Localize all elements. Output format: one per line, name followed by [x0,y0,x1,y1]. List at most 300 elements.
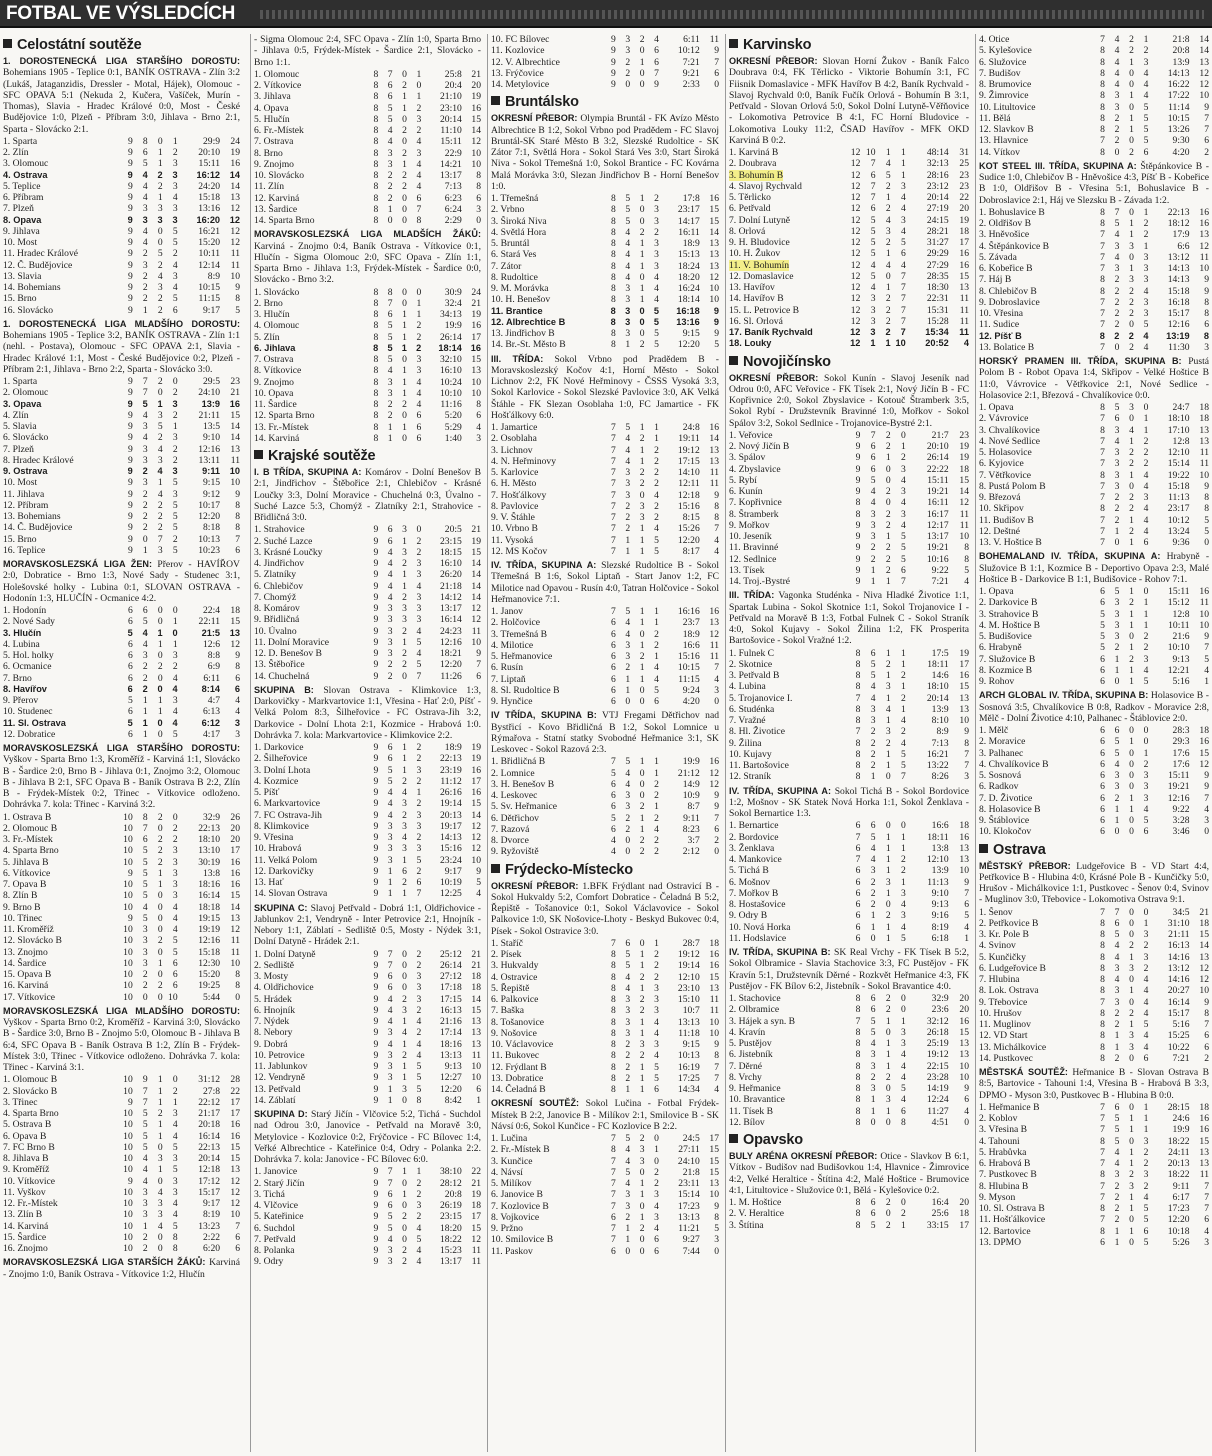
losses [1134,45,1149,56]
draws-value: 2 [157,661,163,673]
losses-value: 4 [900,192,906,203]
points-value: 10 [471,147,481,159]
draws-value: 1 [157,1119,163,1131]
draws [876,1016,891,1027]
points-value: 16 [709,606,719,617]
losses [891,854,906,865]
losses [163,823,178,834]
points [220,444,240,455]
standings-table [3,376,240,556]
points-value: 10 [709,1016,719,1028]
points [220,1164,240,1175]
wins-value: 4 [387,809,393,821]
draws-value: 2 [885,564,891,576]
wins-value: 7 [387,68,393,80]
goal-score [421,1061,462,1072]
games-played-value: 8 [1100,112,1105,124]
draws [393,810,407,821]
losses-value: 2 [172,454,178,466]
points-value: 19 [471,753,481,765]
team-name [729,203,845,214]
goal-score [178,147,220,158]
games-played-value: 8 [611,294,616,306]
losses [1134,113,1149,124]
points [220,1187,240,1198]
losses-value: 2 [654,193,659,204]
draws [876,922,891,933]
goal-score [421,1178,462,1189]
points [220,969,240,980]
goal-score [421,309,462,320]
table-row [491,512,719,523]
points [220,455,240,466]
losses-value: 6 [654,1084,659,1095]
team-name-value: 4. Leskovec [491,790,538,801]
points [949,271,969,282]
points-value: 0 [714,846,719,858]
team-name-value: 6. Fr.-Místek [254,125,304,136]
games-played-value: 7 [611,444,616,456]
team-name [491,779,601,790]
games-played [364,1072,378,1083]
points [1190,241,1209,252]
games-played [601,535,615,546]
losses [891,181,906,192]
table-row [3,924,240,935]
goal-score [659,79,700,90]
draws [1119,252,1134,263]
points-value: 19 [959,647,969,659]
points-value: 6 [964,899,969,910]
losses-value: 1 [654,767,659,779]
team-name-value: 7. Ostrava [254,136,294,148]
goal-score-value: 21:11 [198,409,221,421]
team-name [3,376,118,387]
points-value: 2 [1204,146,1209,158]
wins-value: 4 [625,433,631,445]
losses-value: 2 [654,971,659,983]
losses-value: 6 [900,1105,906,1117]
wins-value: 3 [870,304,876,316]
table-row [491,1017,719,1028]
points [220,1097,240,1108]
draws-value: 2 [157,845,163,857]
points [220,489,240,500]
team-name [3,237,118,248]
wins-value: 3 [387,147,393,159]
wins [133,958,148,969]
losses-value: 5 [654,534,659,546]
wins [860,203,875,214]
draws [630,960,644,971]
wins-value: 0 [625,835,631,846]
goal-score-value: 23:10 [439,102,462,114]
losses-value: 4 [172,706,178,718]
draws-value: 0 [639,1245,645,1257]
team-name [729,760,845,771]
table-row [491,478,719,489]
goal-score-value: 22:11 [198,616,221,628]
draws [393,1016,407,1027]
draws [876,1094,891,1105]
table-row [729,659,969,670]
draws-value: 2 [402,181,407,193]
goal-score [659,204,700,215]
draws [876,486,891,497]
wins [616,57,630,68]
draws [1119,297,1134,308]
losses [891,170,906,181]
draws-value: 0 [157,672,163,684]
losses-value: 1 [900,703,906,715]
goal-score [1148,252,1189,263]
points [700,1133,719,1144]
points-value: 15 [709,1155,719,1167]
team-name [729,1106,845,1117]
losses-value: 3 [416,354,422,365]
goal-score [906,1197,949,1208]
table-row [3,729,240,740]
points [220,522,240,533]
games-played-value: 10 [123,811,133,823]
goal-score [178,650,220,661]
losses-value: 1 [900,441,906,452]
wins-value: 3 [142,214,148,225]
points [949,749,969,760]
goal-score [178,729,220,740]
team-name [979,57,1090,68]
points [700,1050,719,1061]
points-value: 19 [471,91,481,103]
losses-value: 3 [654,1039,659,1050]
wins [133,1221,148,1232]
losses [407,648,421,659]
losses [891,1197,906,1208]
goal-score-value: 22:22 [926,463,949,475]
team-name [254,994,364,1005]
team-name-value: 6. Jistebník [729,1049,773,1061]
draws-value: 1 [639,1189,645,1201]
points-value: 14 [709,226,719,238]
losses [407,626,421,637]
table-row [491,283,719,294]
table-row [3,1187,240,1198]
table-row [3,466,240,477]
games-played [364,170,378,181]
games-played [601,283,615,294]
wins [616,1178,630,1189]
losses [163,1209,178,1220]
wins [133,215,148,226]
wins-value: 2 [625,512,631,523]
goal-score [1148,90,1189,101]
table-row [254,1016,481,1027]
goal-score [659,34,700,45]
games-played-value: 9 [855,463,861,475]
standings-table [491,756,719,857]
losses [645,535,659,546]
points [949,338,969,349]
draws [148,158,163,169]
goal-score [421,159,462,170]
losses [163,616,178,627]
goal-score [421,569,462,580]
points [949,648,969,659]
draws-value: 0 [639,684,645,696]
team-name-value: 6. Stará Ves [491,249,537,261]
wins [133,661,148,672]
points [949,293,969,304]
draws [630,994,644,1005]
wins-value: 2 [142,248,148,260]
team-name [254,80,364,91]
games-played [118,1209,133,1220]
match-results-paragraph [729,56,969,146]
losses-value: 5 [172,1220,178,1232]
table-row [491,490,719,501]
points [949,1072,969,1083]
goal-score [659,640,700,651]
goal-score [659,1028,700,1039]
goal-score [1148,102,1189,113]
points [949,1197,969,1208]
games-played-value: 8 [611,1016,616,1028]
goal-score-value: 38:10 [439,1166,462,1178]
goal-score [659,433,700,444]
points-value: 14 [230,901,240,913]
losses-value: 7 [416,203,422,215]
losses-value: 3 [416,993,422,1005]
goal-score-value: 18:20 [677,271,700,283]
games-played [845,282,860,293]
goal-score-value: 18:10 [198,834,221,845]
points [949,681,969,692]
wins-value: 5 [142,616,148,628]
games-played-value: 9 [373,1166,379,1178]
points [1190,102,1209,113]
points [462,592,481,603]
losses [891,215,906,226]
draws [630,1178,644,1189]
goal-score [421,1234,462,1245]
games-played [364,821,378,832]
games-played [118,857,133,868]
goal-score [178,260,220,271]
wins-value: 6 [387,309,393,320]
draws-value: 0 [157,912,163,924]
points [462,148,481,159]
games-played-value: 9 [373,1233,379,1245]
losses [1134,218,1149,229]
team-name-value: 8. Nebory [254,1027,293,1039]
wins [378,1189,392,1200]
team-name [3,628,118,639]
points-value: 19 [471,309,481,320]
team-name [729,910,845,921]
games-played [1090,263,1105,274]
games-played-value: 12 [850,338,861,349]
goal-score-value: 22:13 [1167,206,1190,218]
points [949,1027,969,1038]
losses-value: 1 [172,638,178,650]
wins-value: 3 [387,636,393,648]
team-name [254,569,364,580]
goal-score-value: 21:17 [198,1108,221,1119]
team-name [729,738,845,749]
losses [163,628,178,639]
standings-table [3,136,240,316]
goal-score-value: 15:13 [677,249,700,261]
team-name-value: 1. Stachovice [729,993,781,1004]
points-value: 9 [964,1083,969,1094]
goal-score-value: 30:19 [198,856,221,868]
points-value: 11 [230,259,240,271]
games-played-value: 12 [850,327,861,337]
games-played [601,523,615,534]
draws [876,1061,891,1072]
table-row [979,286,1209,297]
wins [133,158,148,169]
draws-value: 2 [639,1050,645,1062]
draws-value: 1 [402,764,407,776]
losses-value: 3 [654,215,659,227]
games-played [845,430,860,441]
losses [1134,297,1149,308]
goal-score [421,547,462,558]
losses-value: 7 [416,888,422,900]
team-name-value: 10. H. Benešov [491,294,551,306]
games-played-value: 9 [373,546,379,558]
draws-value: 0 [402,1222,407,1234]
draws-value: 1 [402,1061,407,1072]
goal-score [178,534,220,545]
results-columns [3,34,1209,1452]
points-value: 7 [964,887,969,899]
games-played-value: 8 [373,147,379,159]
wins-value: 5 [387,102,393,114]
table-row [254,671,481,682]
points [462,536,481,547]
goal-score-value: 13:8 [931,842,949,854]
goal-score [659,938,700,949]
team-name [729,749,845,760]
team-name-value: 1. Staříč [491,937,523,949]
competition-name: MORAVSKOSLEZSKÁ LIGA STARŠÍHO DOROSTU: [3,743,240,753]
games-played [845,659,860,670]
table-row [254,410,481,421]
draws-value: 1 [402,320,407,332]
team-name [3,1232,118,1243]
games-played [364,399,378,410]
games-played [118,980,133,991]
points [220,158,240,169]
games-played [364,354,378,365]
goal-score-value: 32:12 [926,1015,949,1027]
table-row [729,170,969,181]
team-name [491,68,601,79]
losses-value: 4 [416,1222,422,1234]
goal-score [421,354,462,365]
table-row [254,742,481,753]
losses-value: 3 [416,971,422,982]
draws [148,913,163,924]
draws-value: 1 [157,158,163,170]
points [220,616,240,627]
games-played [118,181,133,192]
team-name [3,1221,118,1232]
wins [133,305,148,316]
team-name [729,888,845,899]
results-text: Slovan Horní Žukov - Baník Falco Doubrava 0:4, FK Těrlicko - Viktorie Bohumín 3:1, FC Fiisnik Domaslavice - MFK Havířov B 4:2, Baník Rychvald - Slavoj Rychvald 0:0, Baník Fučík Orlová - Bohumín B 3:1, Petřvald - Slovan Orlová 5:0, Sokol Dolní Lutyně-Věřňovice - Lokomotiva Petrovice B 4:1, FC Horní Bludovice - Lokomotiva Louky 11:2, ČSAD Havířov - MFK OKD Karviná B 0:2. [729,56,969,146]
points-value: 4 [714,673,719,685]
games-played-value: 12 [850,293,861,305]
goal-score-value: 9:13 [444,1061,462,1072]
match-results-paragraph [254,467,481,523]
table-row [3,902,240,913]
table-row [979,124,1209,135]
losses [163,432,178,443]
games-played-value: 9 [855,542,861,554]
games-played [601,617,615,628]
table-row [3,181,240,192]
table-row [254,569,481,580]
table-row [729,260,969,271]
wins-value: 3 [625,651,631,662]
draws [630,501,644,512]
points [220,879,240,890]
team-name [491,445,601,456]
points [462,181,481,192]
points-value: 9 [714,328,719,339]
team-name [3,489,118,500]
team-name [3,958,118,969]
table-row [3,455,240,466]
losses [645,1167,659,1178]
wins-value: 6 [625,937,631,949]
team-name-value: 7. Chomýž [254,591,297,603]
losses [407,1061,421,1072]
points-value: 8 [964,542,969,554]
table-row [3,992,240,1003]
wins-value: 5 [142,856,148,868]
wins [616,1144,630,1155]
games-played-value: 8 [373,286,379,298]
draws [393,103,407,114]
team-name [254,787,364,798]
draws-value: 3 [157,454,163,466]
goal-score [906,147,949,158]
wins-value: 1 [142,304,148,316]
wins [616,813,630,824]
draws-value: 1 [157,867,163,879]
games-played-value: 8 [611,271,616,283]
draws-value: 2 [402,147,407,159]
table-row [491,227,719,238]
goal-score [659,617,700,628]
points [462,287,481,298]
wins [616,685,630,696]
points [1190,263,1209,274]
wins [860,1117,875,1128]
table-row [491,813,719,824]
points [220,1119,240,1130]
table-row [3,706,240,717]
losses [407,1200,421,1211]
wins-value: 5 [870,831,876,843]
table-row [491,523,719,534]
table-row [3,1164,240,1175]
goal-score-value: 9:15 [682,328,700,339]
